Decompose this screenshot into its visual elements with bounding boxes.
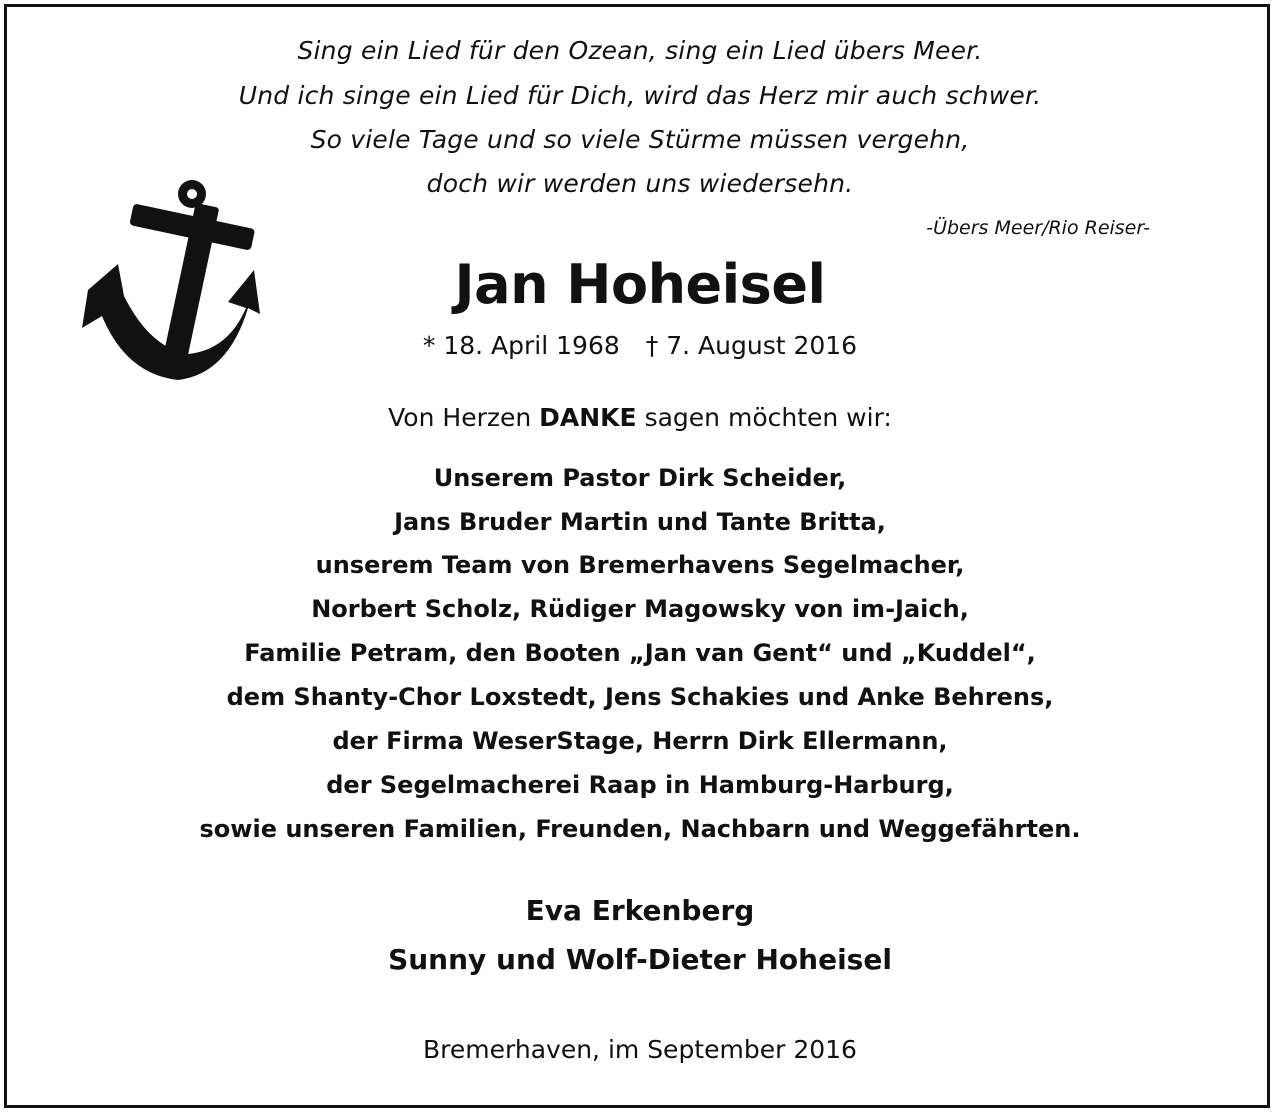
thanks-line-2: Jans Bruder Martin und Tante Britta,: [394, 508, 886, 536]
death-date: † 7. August 2016: [645, 331, 858, 360]
life-dates: [0, 333, 1280, 358]
birth-date: * 18. April 1968: [422, 331, 620, 360]
thanks-intro-emphasis: DANKE: [539, 403, 637, 432]
poem-line-4: doch wir werden uns wiedersehn.: [426, 169, 854, 198]
thanks-line-5: Familie Petram, den Booten „Jan van Gent“ und „Kuddel“,: [244, 639, 1036, 667]
thanks-line-4: Norbert Scholz, Rüdiger Magowsky von im-Jaich,: [311, 595, 969, 623]
thanks-intro-before: Von Herzen: [388, 403, 540, 432]
thanks-line-9: sowie unseren Familien, Freunden, Nachbarn und Weggefährten.: [199, 815, 1081, 843]
thanks-intro-after: sagen möchten wir:: [636, 403, 892, 432]
thanks-line-6: dem Shanty-Chor Loxstedt, Jens Schakies und Anke Behrens,: [226, 683, 1054, 711]
thanks-line-7: der Firma WeserStage, Herrn Dirk Ellermann,: [332, 727, 948, 755]
thanks-line-8: der Segelmacherei Raap in Hamburg-Harburg,: [326, 771, 954, 799]
poem-line-3: So viele Tage und so viele Stürme müssen vergehn,: [310, 125, 970, 154]
poem-line-1: Sing ein Lied für den Ozean, sing ein Lied übers Meer.: [297, 36, 983, 65]
place-date: Bremerhaven, im September 2016: [423, 1035, 857, 1064]
thanks-intro: [0, 405, 1280, 430]
signatory-1: Eva Erkenberg: [525, 894, 755, 927]
poem-line-2: Und ich singe ein Lied für Dich, wird das Herz mir auch schwer.: [238, 81, 1042, 110]
poem-attribution: -Übers Meer/Rio Reiser-: [926, 217, 1150, 239]
thanks-line-1: Unserem Pastor Dirk Scheider,: [433, 464, 847, 492]
signatory-2: Sunny und Wolf-Dieter Hoheisel: [388, 943, 892, 976]
thanks-line-3: unserem Team von Bremerhavens Segelmacher,: [315, 551, 965, 579]
deceased-name: Jan Hoheisel: [454, 253, 826, 316]
